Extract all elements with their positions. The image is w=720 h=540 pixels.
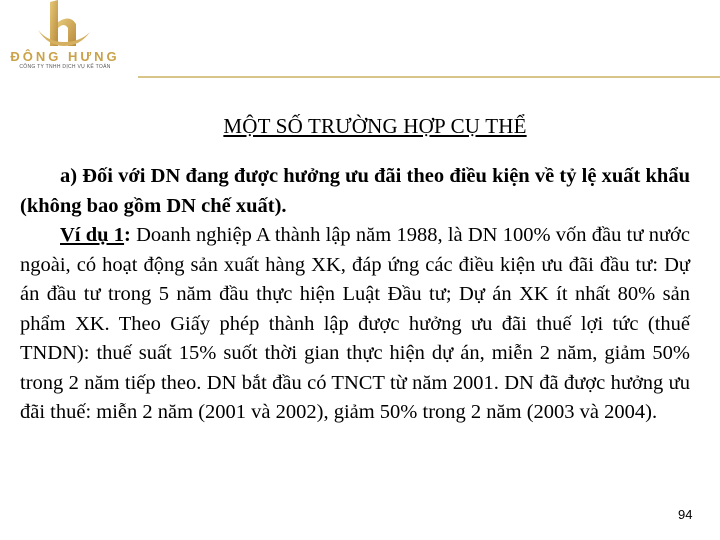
- example-colon: :: [124, 224, 131, 246]
- page-number: 94: [678, 507, 693, 522]
- example-text: Doanh nghiệp A thành lập năm 1988, là DN 100% vốn đầu tư nước ngoài, có hoạt động sản xuất hàng XK, đáp ứng các điều kiện ưu đãi đầu tư: Dự án đầu tư trong 5 năm đầu thực hiện Luật Đầu tư; Dự án XK ít nhất 80% sản phẩm XK. Theo Giấy phép thành lập được hưởng ưu đãi thuế lợi tức (thuế TNDN): thuế suất 15% suốt thời gian thực hiện dự án, miễn 2 năm, giảm 50% trong 2 năm tiếp theo. DN bắt đầu có TNCT từ năm 2001. DN đã được hưởng ưu đãi thuế: miễn 2 năm (2001 và 2002), giảm 50% trong 2 năm (2003 và 2004).: [20, 224, 690, 423]
- section-heading-paragraph: [20, 162, 690, 221]
- company-logo: [0, 0, 130, 72]
- section-heading: a) Đối với DN đang được hưởng ưu đãi theo điều kiện về tỷ lệ xuất khẩu (không bao gồm DN chế xuất).: [20, 165, 690, 217]
- brand-name: ĐÔNG HƯNG: [10, 49, 120, 64]
- example-paragraph: [20, 221, 690, 428]
- slide-title: MỘT SỐ TRƯỜNG HỢP CỤ THỂ: [223, 114, 527, 138]
- golden-h-emblem-icon: [28, 0, 100, 50]
- slide-body: [20, 162, 690, 428]
- example-label: Ví dụ 1: [60, 224, 125, 246]
- brand-tagline: CÔNG TY TNHH DỊCH VỤ KẾ TOÁN: [19, 64, 111, 70]
- header-divider: [138, 76, 720, 78]
